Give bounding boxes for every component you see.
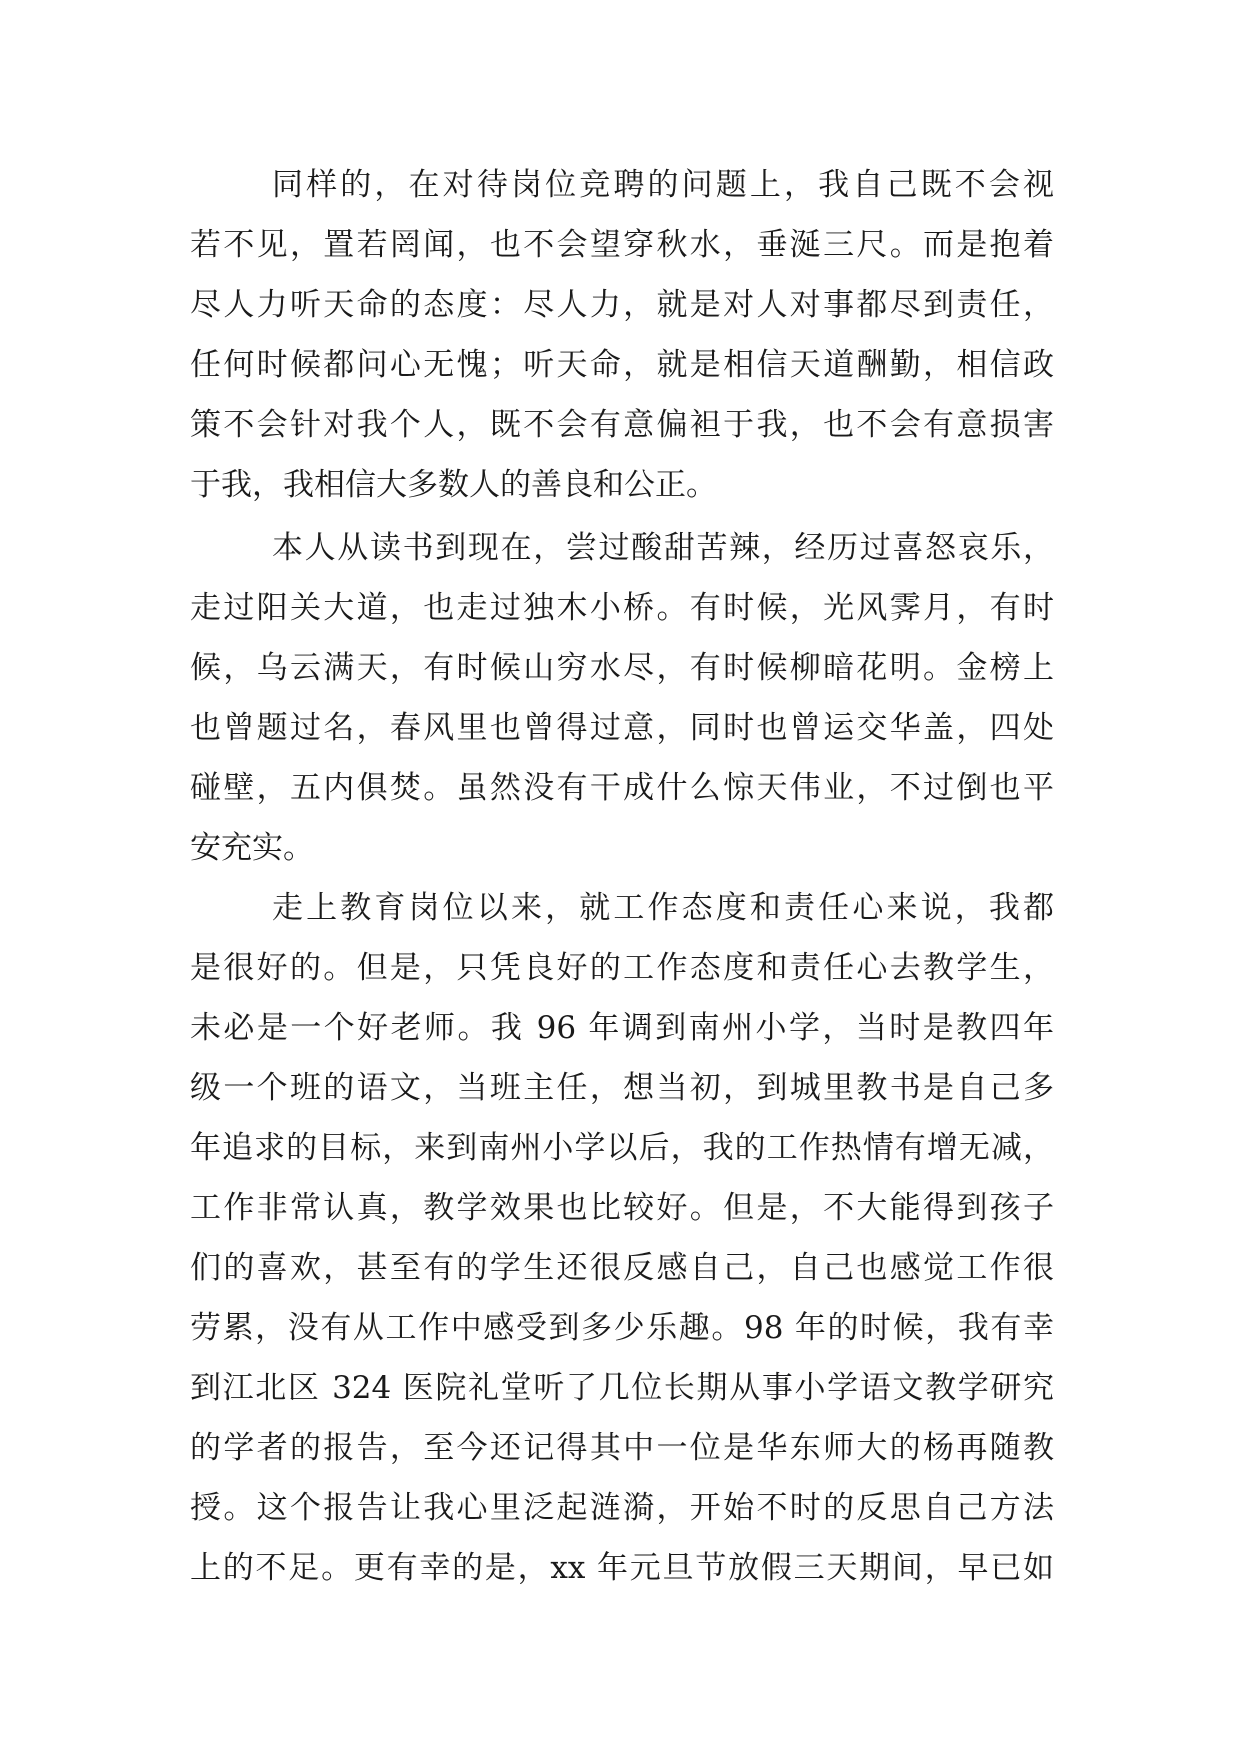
paragraph-1 bbox=[190, 155, 1054, 515]
text-line: 候，乌云满天，有时候山穷水尽，有时候柳暗花明。金榜上 bbox=[190, 650, 1054, 686]
text-line: 走上教育岗位以来，就工作态度和责任心来说，我都 bbox=[272, 890, 1054, 926]
text-line: 工作非常认真，教学效果也比较好。但是，不大能得到孩子 bbox=[190, 1190, 1054, 1226]
text-line: 们的喜欢，甚至有的学生还很反感自己，自己也感觉工作很 bbox=[190, 1250, 1054, 1286]
text-line: 本人从读书到现在，尝过酸甜苦辣，经历过喜怒哀乐， bbox=[272, 530, 1054, 566]
text-line: 安充实。 bbox=[190, 830, 314, 866]
text-line: 到江北区 324 医院礼堂听了几位长期从事小学语文教学研究 bbox=[190, 1370, 1054, 1406]
paragraph-2 bbox=[190, 518, 1054, 878]
text-line: 劳累，没有从工作中感受到多少乐趣。98 年的时候，我有幸 bbox=[190, 1310, 1054, 1346]
text-line: 走过阳关大道，也走过独木小桥。有时候，光风霁月，有时 bbox=[190, 590, 1054, 626]
text-line: 策不会针对我个人，既不会有意偏袒于我，也不会有意损害 bbox=[190, 407, 1054, 443]
text-line: 未必是一个好老师。我 96 年调到南州小学，当时是教四年 bbox=[190, 1010, 1054, 1046]
text-line: 是很好的。但是，只凭良好的工作态度和责任心去教学生， bbox=[190, 950, 1054, 986]
text-line: 级一个班的语文，当班主任，想当初，到城里教书是自己多 bbox=[190, 1070, 1054, 1106]
text-line: 于我，我相信大多数人的善良和公正。 bbox=[190, 467, 717, 503]
text-line: 年追求的目标，来到南州小学以后，我的工作热情有增无减， bbox=[190, 1130, 1054, 1166]
text-line: 授。这个报告让我心里泛起涟漪，开始不时的反思自己方法 bbox=[190, 1490, 1054, 1526]
text-line: 碰壁，五内俱焚。虽然没有干成什么惊天伟业，不过倒也平 bbox=[190, 770, 1054, 806]
text-line: 也曾题过名，春风里也曾得过意，同时也曾运交华盖，四处 bbox=[190, 710, 1054, 746]
text-line: 的学者的报告，至今还记得其中一位是华东师大的杨再随教 bbox=[190, 1430, 1054, 1466]
body-text bbox=[190, 155, 1054, 1598]
text-line: 同样的，在对待岗位竞聘的问题上，我自己既不会视 bbox=[272, 167, 1054, 203]
text-line: 若不见，置若罔闻，也不会望穿秋水，垂涎三尺。而是抱着 bbox=[190, 227, 1054, 263]
paragraph-3 bbox=[190, 878, 1054, 1598]
text-line: 任何时候都问心无愧；听天命，就是相信天道酬勤，相信政 bbox=[190, 347, 1054, 383]
text-line: 尽人力听天命的态度：尽人力，就是对人对事都尽到责任， bbox=[190, 287, 1054, 323]
text-line: 上的不足。更有幸的是，xx 年元旦节放假三天期间，早已如 bbox=[190, 1550, 1054, 1586]
